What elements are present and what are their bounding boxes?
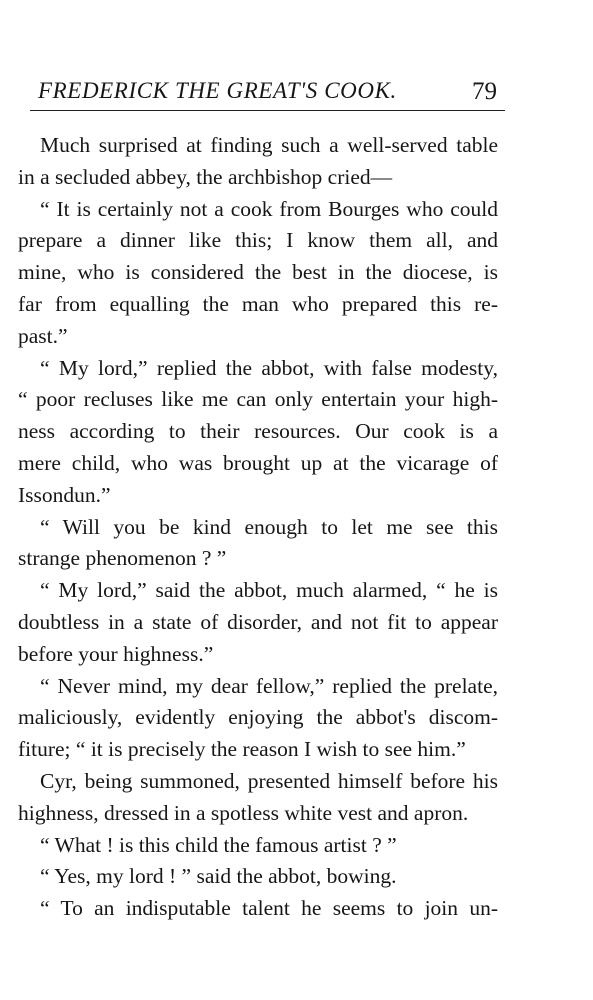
text-line: maliciously, evidently enjoying the abbot's discom- (18, 705, 498, 730)
text-line: Issondun.” (18, 482, 111, 507)
text-line: highness, dressed in a spotless white vest and apron. (18, 800, 469, 825)
text-line: prepare a dinner like this; I know them all, and (18, 228, 498, 253)
text-line: “ What ! is this child the famous artist ? ” (40, 832, 397, 857)
text-line: strange phenomenon ? ” (18, 546, 227, 571)
text-line: before your highness.” (18, 641, 214, 666)
running-title: FREDERICK THE GREAT'S COOK. (38, 78, 397, 103)
text-line: fiture; “ it is precisely the reason I wish to see him.” (18, 737, 466, 762)
text-line: mere child, who was brought up at the vicarage of (18, 450, 498, 475)
text-line: “ poor recluses like me can only entertain your high- (18, 387, 498, 412)
text-line: “ My lord,” replied the abbot, with false modesty, (40, 355, 498, 380)
text-line: “ My lord,” said the abbot, much alarmed, “ he is (40, 578, 498, 603)
text-line: “ To an indisputable talent he seems to join un- (40, 896, 498, 921)
text-line: “ Yes, my lord ! ” said the abbot, bowing. (40, 864, 397, 889)
text-line: “ Will you be kind enough to let me see this (40, 514, 498, 539)
text-line: mine, who is considered the best in the diocese, is (18, 260, 498, 285)
text-line: doubtless in a state of disorder, and not fit to appear (18, 609, 498, 634)
running-header (30, 70, 505, 111)
text-line: past.” (18, 323, 68, 348)
text-line: “ It is certainly not a cook from Bourges who could (40, 196, 498, 221)
text-line: Much surprised at finding such a well-served table (40, 133, 498, 157)
page-number: 79 (472, 78, 497, 105)
text-line: Cyr, being summoned, presented himself before his (40, 768, 498, 793)
text-line: “ Never mind, my dear fellow,” replied the prelate, (40, 673, 498, 698)
text-line: in a secluded abbey, the archbishop cried— (18, 164, 393, 189)
text-line: ness according to their resources. Our cook is a (18, 419, 498, 444)
body-text (18, 130, 498, 925)
text-line: far from equalling the man who prepared this re- (18, 291, 498, 316)
